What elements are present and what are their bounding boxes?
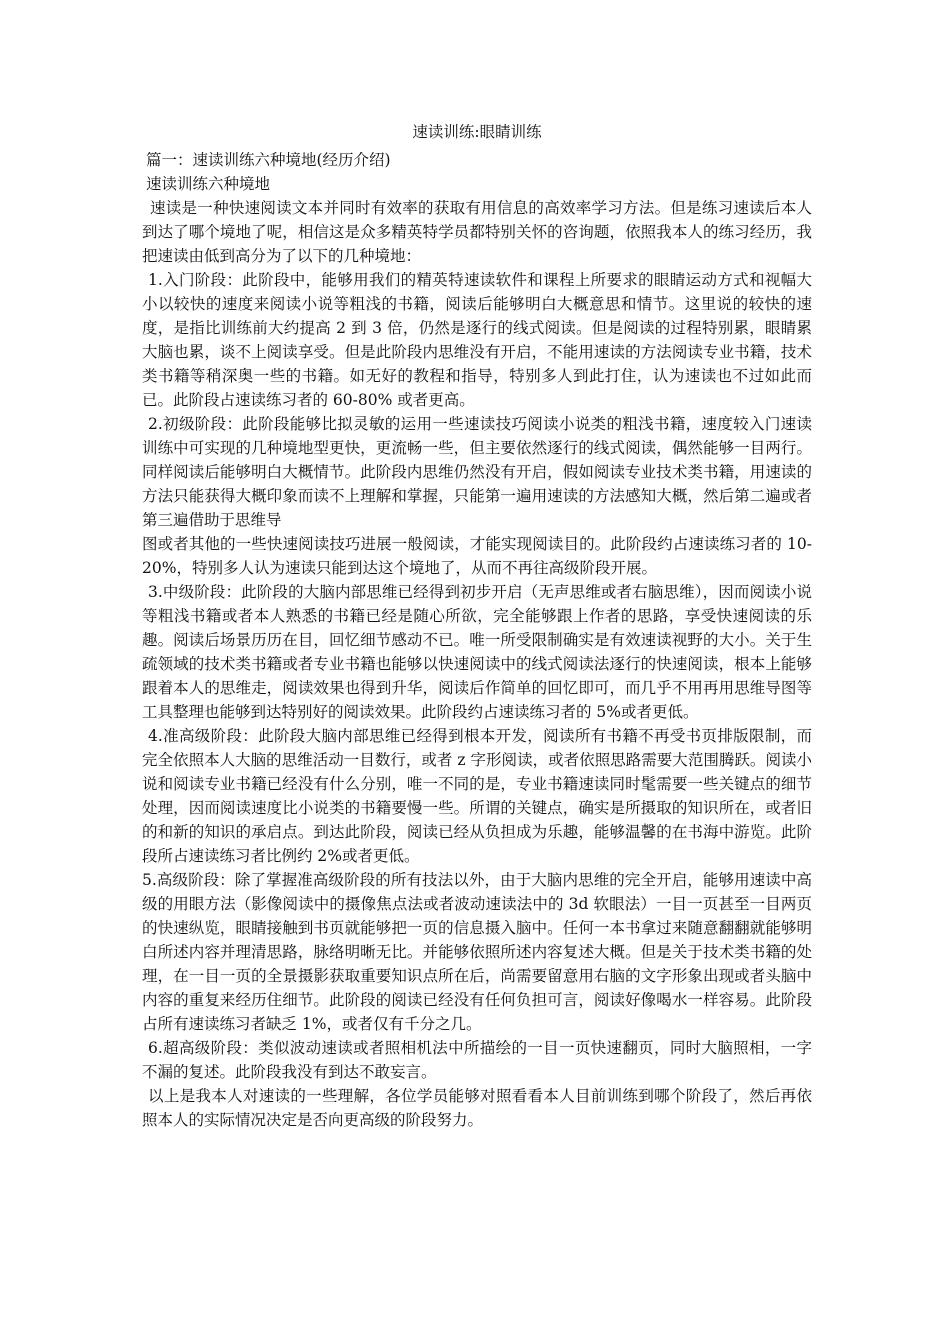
paragraph-stage-6: 6.超高级阶段：类似波动速读或者照相机法中所描绘的一目一页快速翻页，同时大脑照相，一字不漏的复述。此阶段我没有到达不敢妄言。 <box>142 1039 812 1081</box>
paragraph-stage-2: 2.初级阶段：此阶段能够比拟灵敏的运用一些速读技巧阅读小说类的粗浅书籍，速度较入门速读训练中可实现的几种境地型更快，更流畅一些，但主要依然逐行的线式阅读，偶然能够一目两行。同样阅读后能够明白大概情节。此阶段内思维仍然没有开启，假如阅读专业技术类书籍，用速读的方法只能获得大概印象而读不上理解和掌握，只能第一遍用速读的方法感知大概，然后第二遍或者第三遍借助于思维导 <box>142 415 812 529</box>
paragraph-intro: 速读是一种快速阅读文本并同时有效率的获取有用信息的高效率学习方法。但是练习速读后本人到达了哪个境地了呢，相信这是众多精英特学员都特别关怀的咨询题，依照我本人的练习经历，我把速读由低到高分为了以下的几种境地： <box>142 199 812 265</box>
paragraph-stage-1: 1.入门阶段：此阶段中，能够用我们的精英特速读软件和课程上所要求的眼睛运动方式和视幅大小以较快的速度来阅读小说等粗浅的书籍，阅读后能够明白大概意思和情节。这里说的较快的速度，是指比训练前大约提高 2 到 3 倍，仍然是逐行的线式阅读。但是阅读的过程特别累，眼睛累大脑也累，谈不上阅读享受。但是此阶段内思维没有开启，不能用速读的方法阅读专业书籍，技术类书籍等稍深奥一些的书籍。如无好的教程和指导，特别多人到此打住，认为速读也不过如此而已。此阶段占速读练习者的 60-80% 或者更高。 <box>142 271 812 409</box>
paragraph-conclusion: 以上是我本人对速读的一些理解，各位学员能够对照看看本人目前训练到哪个阶段了，然后再依照本人的实际情况决定是否向更高级的阶段努力。 <box>142 1087 812 1129</box>
section-heading: 篇一：速读训练六种境地(经历介绍) <box>146 151 391 169</box>
document-title: 速读训练:眼睛训练 <box>412 123 542 141</box>
paragraph-stage-5: 5.高级阶段：除了掌握准高级阶段的所有技法以外，由于大脑内思维的完全开启，能够用速读中高级的用眼方法（影像阅读中的摄像焦点法或者波动速读法中的 3d 软眼法）一目一页甚至一目两页的快速纵览，眼睛接触到书页就能够把一页的信息摄入脑中。任何一本书拿过来随意翻翻就能够明白所述内容并理清思路，脉络明晰无比。并能够依照所述内容复述大概。但是关于技术类书籍的处理，在一目一页的全景摄影获取重要知识点所在后，尚需要留意用右脑的文字形象出现或者头脑中内容的重复来经历住细节。此阶段的阅读已经没有任何负担可言，阅读好像喝水一样容易。此阶段占所有速读练习者缺乏 1%，或者仅有千分之几。 <box>142 871 812 1033</box>
subheading: 速读训练六种境地 <box>146 175 271 193</box>
paragraph-stage-4: 4.准高级阶段：此阶段大脑内部思维已经得到根本开发，阅读所有书籍不再受书页排版限制，而完全依照本人大脑的思维活动一目数行，或者 z 字形阅读，或者依照思路需要大范围腾跃。阅读小说和阅读专业书籍已经没有什么分别，唯一不同的是，专业书籍速读同时髦需要一些关键点的细节处理，因而阅读速度比小说类的书籍要慢一些。所谓的关键点，确实是所摄取的知识所在，或者旧的和新的知识的承启点。到达此阶段，阅读已经从负担成为乐趣，能够温馨的在书海中游览。此阶段所占速读练习者比例约 2%或者更低。 <box>142 727 812 865</box>
paragraph-stage-2-continued: 图或者其他的一些快速阅读技巧进展一般阅读，才能实现阅读目的。此阶段约占速读练习者的 10-20%，特别多人认为速读只能到达这个境地了，从而不再往高级阶段开展。 <box>142 535 812 577</box>
paragraph-stage-3: 3.中级阶段：此阶段的大脑内部思维已经得到初步开启（无声思维或者右脑思维），因而阅读小说等粗浅书籍或者本人熟悉的书籍已经是随心所欲，完全能够跟上作者的思路，享受快速阅读的乐趣。阅读后场景历历在目，回忆细节感动不已。唯一所受限制确实是有效速读视野的大小。关于生疏领域的技术类书籍或者专业书籍也能够以快速阅读中的线式阅读法逐行的快速阅读，根本上能够跟着本人的思维走，阅读效果也得到升华，阅读后作简单的回忆即可，而几乎不用再用思维导图等工具整理也能够到达特别好的阅读效果。此阶段约占速读练习者的 5%或者更低。 <box>142 583 812 721</box>
